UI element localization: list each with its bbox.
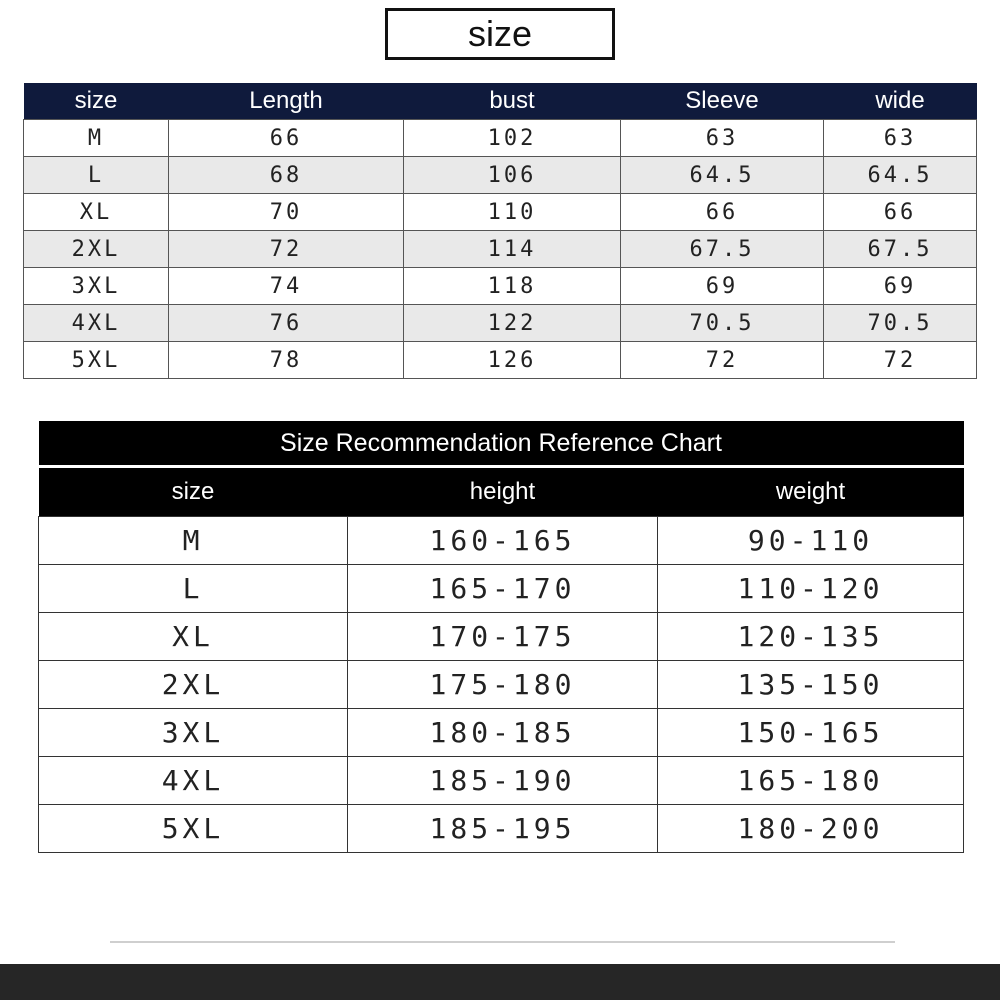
recommendation-caption-row [39, 421, 964, 467]
header-size: size [24, 83, 169, 120]
cell-bust: 126 [404, 342, 621, 379]
cell-bust: 110 [404, 194, 621, 231]
cell-size: 4XL [24, 305, 169, 342]
cell-length: 76 [169, 305, 404, 342]
cell-length: 70 [169, 194, 404, 231]
header-height: height [348, 467, 658, 517]
cell-size: 2XL [39, 661, 348, 709]
table-row [39, 805, 964, 853]
cell-size: 5XL [24, 342, 169, 379]
cell-sleeve: 67.5 [621, 231, 824, 268]
table-row [24, 342, 977, 379]
header-length: Length [169, 83, 404, 120]
cell-sleeve: 69 [621, 268, 824, 305]
cell-bust: 122 [404, 305, 621, 342]
cell-wide: 67.5 [824, 231, 977, 268]
measurement-table [23, 83, 977, 379]
cell-weight: 150-165 [658, 709, 964, 757]
cell-bust: 102 [404, 120, 621, 157]
cell-weight: 90-110 [658, 517, 964, 565]
cell-size: M [39, 517, 348, 565]
cell-wide: 72 [824, 342, 977, 379]
cell-weight: 165-180 [658, 757, 964, 805]
cell-sleeve: 70.5 [621, 305, 824, 342]
cell-weight: 120-135 [658, 613, 964, 661]
cell-size: XL [24, 194, 169, 231]
cell-size: 4XL [39, 757, 348, 805]
cell-height: 160-165 [348, 517, 658, 565]
recommendation-table [38, 421, 964, 853]
table-row [24, 194, 977, 231]
cell-height: 185-190 [348, 757, 658, 805]
cell-wide: 70.5 [824, 305, 977, 342]
cell-sleeve: 66 [621, 194, 824, 231]
cell-length: 78 [169, 342, 404, 379]
table-row [24, 305, 977, 342]
cell-sleeve: 63 [621, 120, 824, 157]
cell-height: 170-175 [348, 613, 658, 661]
cell-weight: 135-150 [658, 661, 964, 709]
cell-wide: 63 [824, 120, 977, 157]
cell-height: 180-185 [348, 709, 658, 757]
cell-bust: 106 [404, 157, 621, 194]
divider [110, 941, 895, 943]
cell-size: XL [39, 613, 348, 661]
cell-weight: 110-120 [658, 565, 964, 613]
recommendation-header-row [39, 467, 964, 517]
table-row [39, 613, 964, 661]
cell-wide: 69 [824, 268, 977, 305]
cell-bust: 114 [404, 231, 621, 268]
cell-height: 165-170 [348, 565, 658, 613]
header-size: size [39, 467, 348, 517]
cell-size: 5XL [39, 805, 348, 853]
header-sleeve: Sleeve [621, 83, 824, 120]
cell-height: 185-195 [348, 805, 658, 853]
header-wide: wide [824, 83, 977, 120]
table-row [39, 517, 964, 565]
table-row [39, 757, 964, 805]
header-bust: bust [404, 83, 621, 120]
cell-height: 175-180 [348, 661, 658, 709]
cell-size: 2XL [24, 231, 169, 268]
cell-size: L [39, 565, 348, 613]
recommendation-caption: Size Recommendation Reference Chart [39, 421, 964, 467]
table-row [24, 231, 977, 268]
cell-size: L [24, 157, 169, 194]
page-title: size [385, 8, 615, 60]
table-row [39, 709, 964, 757]
cell-length: 66 [169, 120, 404, 157]
cell-wide: 64.5 [824, 157, 977, 194]
measurement-header-row [24, 83, 977, 120]
cell-sleeve: 72 [621, 342, 824, 379]
table-row [24, 120, 977, 157]
table-row [39, 565, 964, 613]
cell-bust: 118 [404, 268, 621, 305]
cell-size: 3XL [39, 709, 348, 757]
cell-size: 3XL [24, 268, 169, 305]
footer-bar [0, 964, 1000, 1000]
cell-length: 68 [169, 157, 404, 194]
header-weight: weight [658, 467, 964, 517]
cell-wide: 66 [824, 194, 977, 231]
cell-size: M [24, 120, 169, 157]
cell-weight: 180-200 [658, 805, 964, 853]
cell-length: 74 [169, 268, 404, 305]
cell-length: 72 [169, 231, 404, 268]
table-row [24, 157, 977, 194]
table-row [39, 661, 964, 709]
table-row [24, 268, 977, 305]
cell-sleeve: 64.5 [621, 157, 824, 194]
